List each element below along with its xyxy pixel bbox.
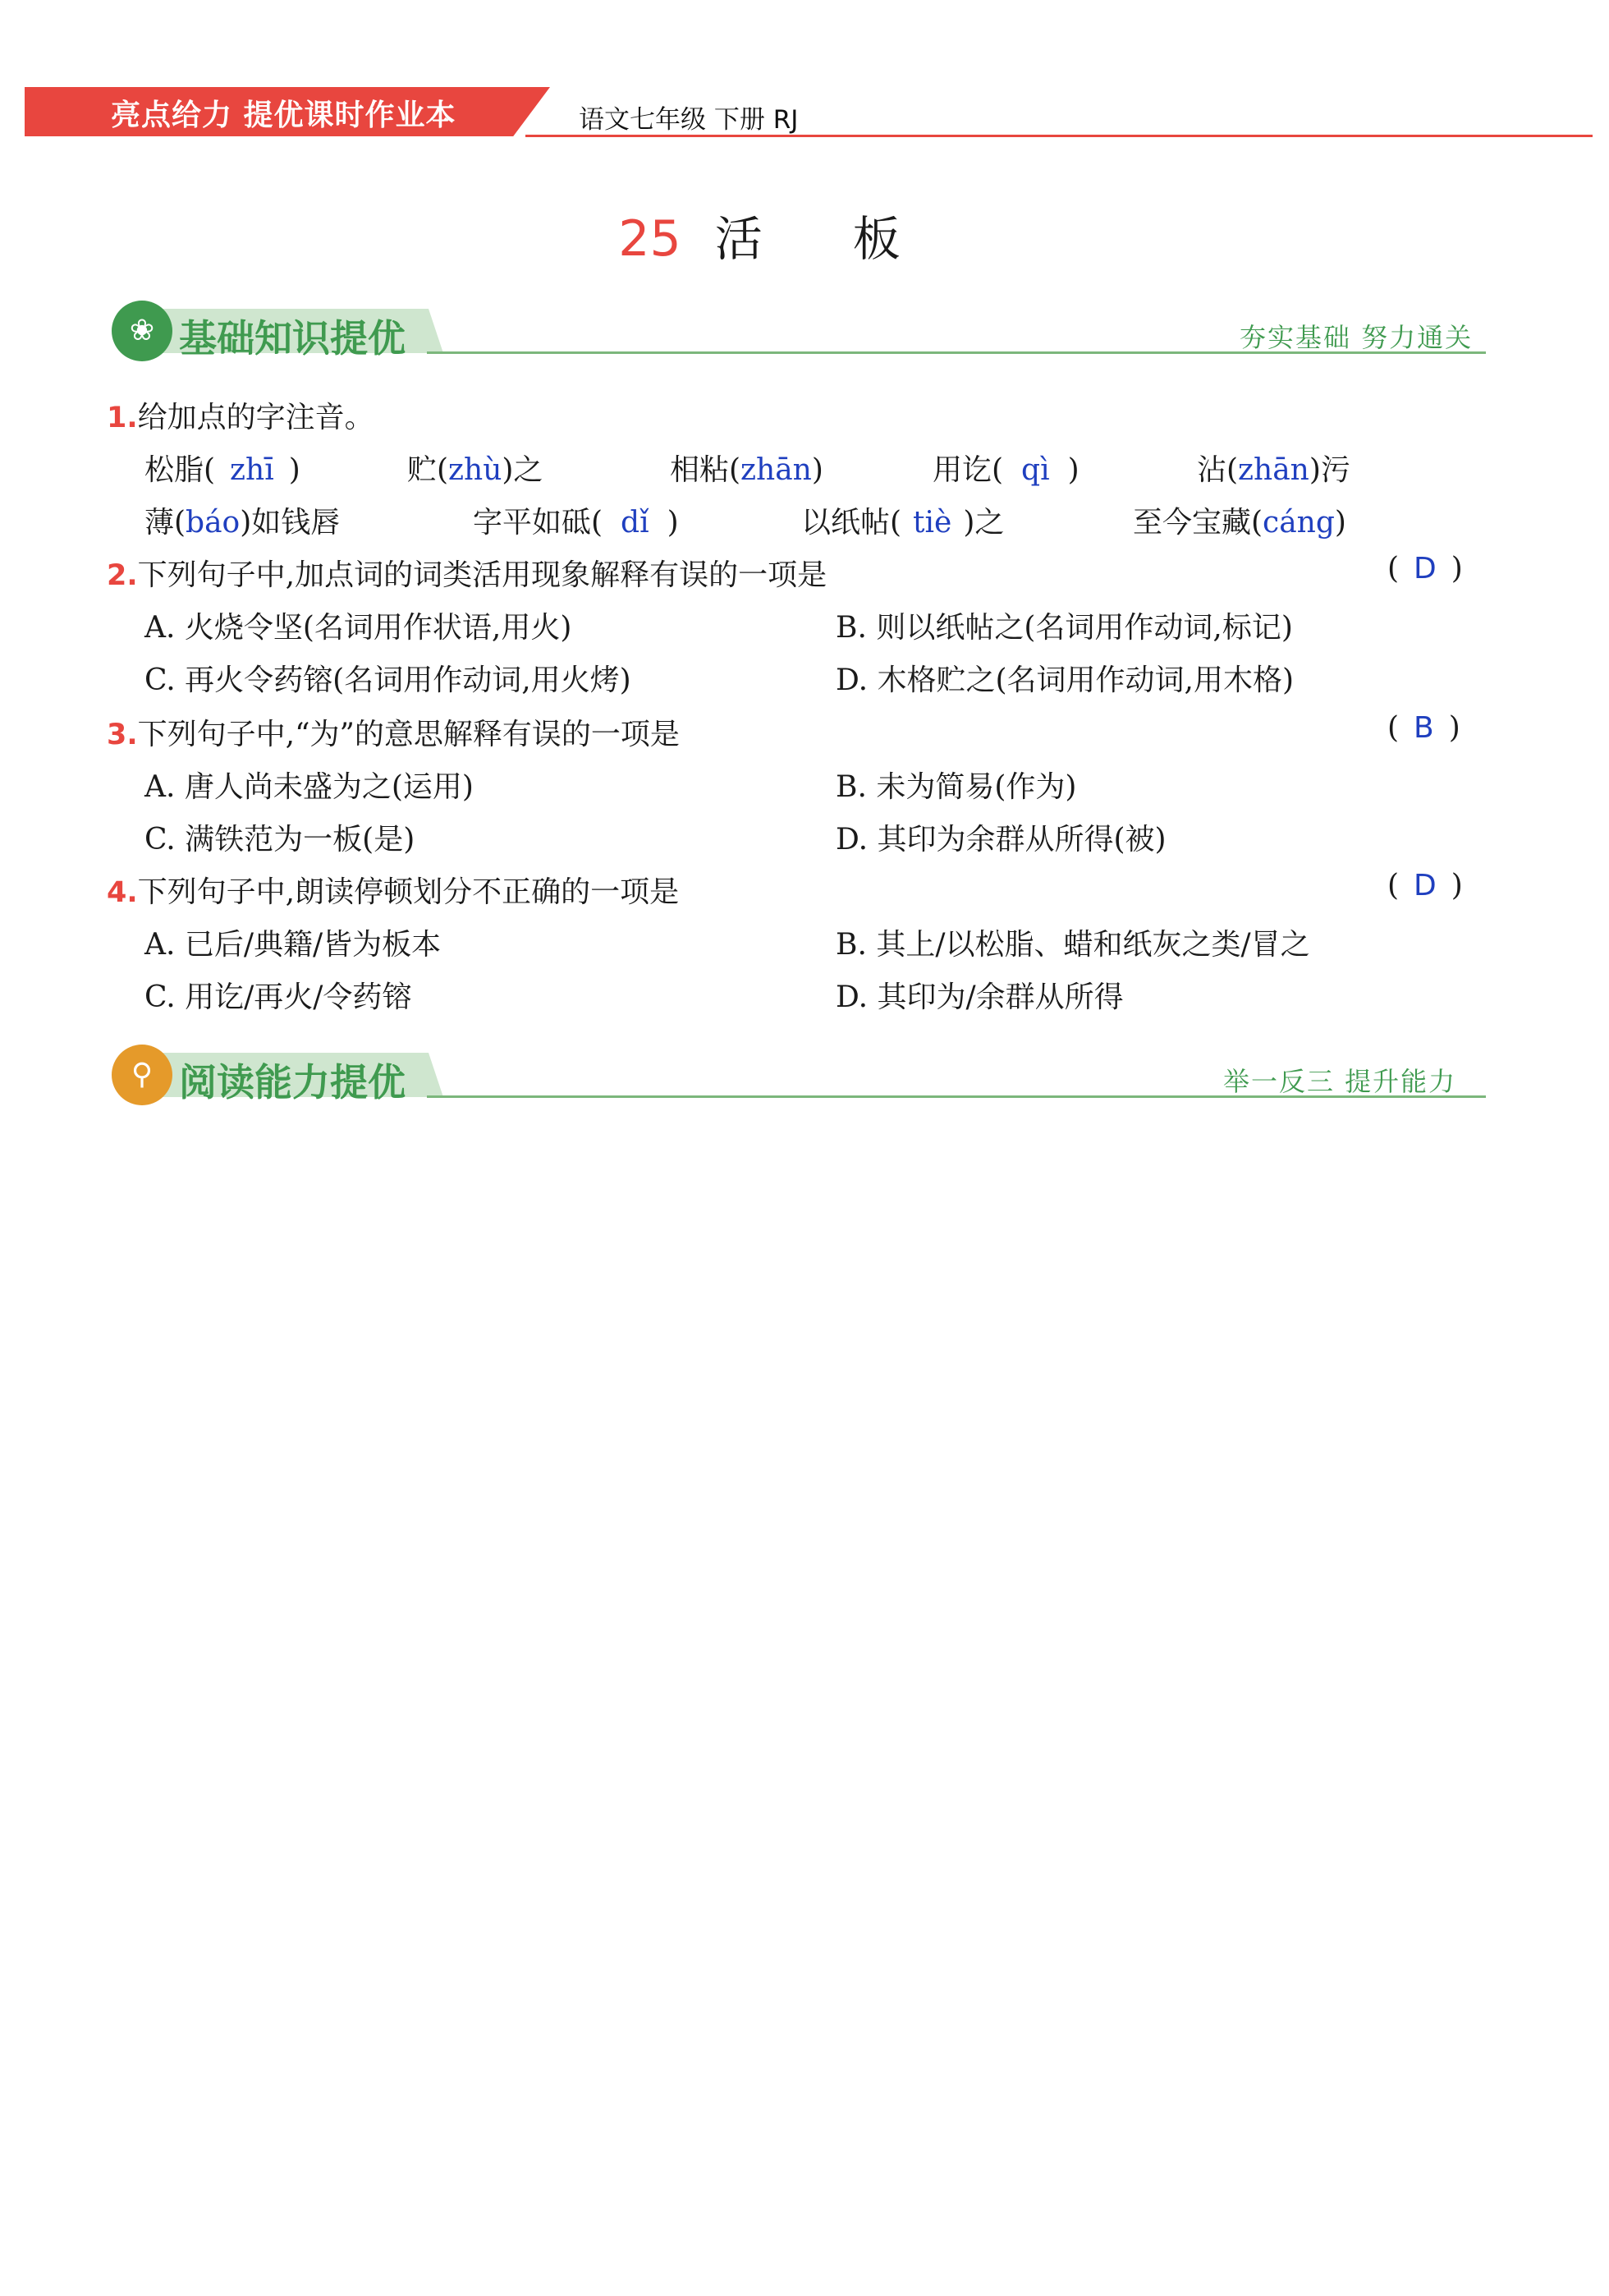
plant-icon: ❀ bbox=[112, 301, 172, 361]
pinyin-item: 以纸帖( tiè )之 bbox=[801, 506, 1005, 540]
lesson-title bbox=[0, 200, 1609, 269]
question-1-prompt: 1.给加点的字注音。 bbox=[107, 401, 374, 434]
option-b: B. 未为简易(作为) bbox=[836, 770, 1077, 804]
pinyin-item: 薄(báo)如钱唇 bbox=[144, 506, 341, 540]
option-a: A. 唐人尚未盛为之(运用) bbox=[144, 770, 474, 804]
answer-bracket: ( D ) bbox=[1387, 869, 1463, 902]
section1-title: 基础知识提优 bbox=[179, 316, 406, 360]
question-2-prompt: 2.下列句子中,加点词的词类活用现象解释有误的一项是 bbox=[107, 558, 827, 592]
question-number: 1. bbox=[107, 402, 138, 434]
option-a: A. 火烧令坚(名词用作状语,用火) bbox=[144, 611, 572, 645]
lesson-name: 活板 bbox=[714, 211, 991, 267]
pinyin-item: 贮(zhù)之 bbox=[407, 453, 543, 487]
pinyin-item: 字平如砥( dǐ ) bbox=[473, 506, 679, 540]
option-b: B. 则以纸帖之(名词用作动词,标记) bbox=[836, 611, 1293, 645]
question-3-prompt: 3.下列句子中,“为”的意思解释有误的一项是 bbox=[107, 718, 680, 751]
pinyin-item: 至今宝藏(cáng) bbox=[1133, 506, 1346, 540]
option-a: A. 已后/典籍/皆为板本 bbox=[144, 928, 442, 962]
section2-title: 阅读能力提优 bbox=[179, 1060, 406, 1104]
header-brand: 亮点给力 提优课时作业本 bbox=[111, 99, 456, 132]
pinyin-item: 相粘(zhān) bbox=[670, 453, 823, 487]
option-c: C. 再火令药镕(名词用作动词,用火烤) bbox=[144, 664, 631, 697]
header-subject: 语文七年级 下册 RJ bbox=[579, 105, 799, 135]
pinyin-item: 松脂( zhī ) bbox=[144, 453, 300, 487]
option-d: D. 其印为/余群从所得 bbox=[836, 980, 1124, 1014]
option-b: B. 其上/以松脂、蜡和纸灰之类/冒之 bbox=[836, 928, 1310, 962]
option-c: C. 用讫/再火/令药镕 bbox=[144, 980, 412, 1014]
section1-motto: 夯实基础 努力通关 bbox=[1240, 322, 1474, 353]
answer-bracket: ( B ) bbox=[1387, 711, 1460, 745]
answer-bracket: ( D ) bbox=[1387, 552, 1463, 585]
pinyin-item: 沾(zhān)污 bbox=[1197, 453, 1350, 487]
lesson-number: 25 bbox=[618, 210, 681, 268]
section2-motto: 举一反三 提升能力 bbox=[1223, 1066, 1457, 1097]
option-d: D. 其印为余群从所得(被) bbox=[836, 823, 1167, 856]
pinyin-item: 用讫( qì ) bbox=[933, 453, 1080, 487]
option-d: D. 木格贮之(名词用作动词,用木格) bbox=[836, 664, 1295, 697]
option-c: C. 满铁范为一板(是) bbox=[144, 823, 415, 856]
magnifier-book-icon: ⚲ bbox=[112, 1045, 172, 1105]
question-4-prompt: 4.下列句子中,朗读停顿划分不正确的一项是 bbox=[107, 875, 680, 909]
